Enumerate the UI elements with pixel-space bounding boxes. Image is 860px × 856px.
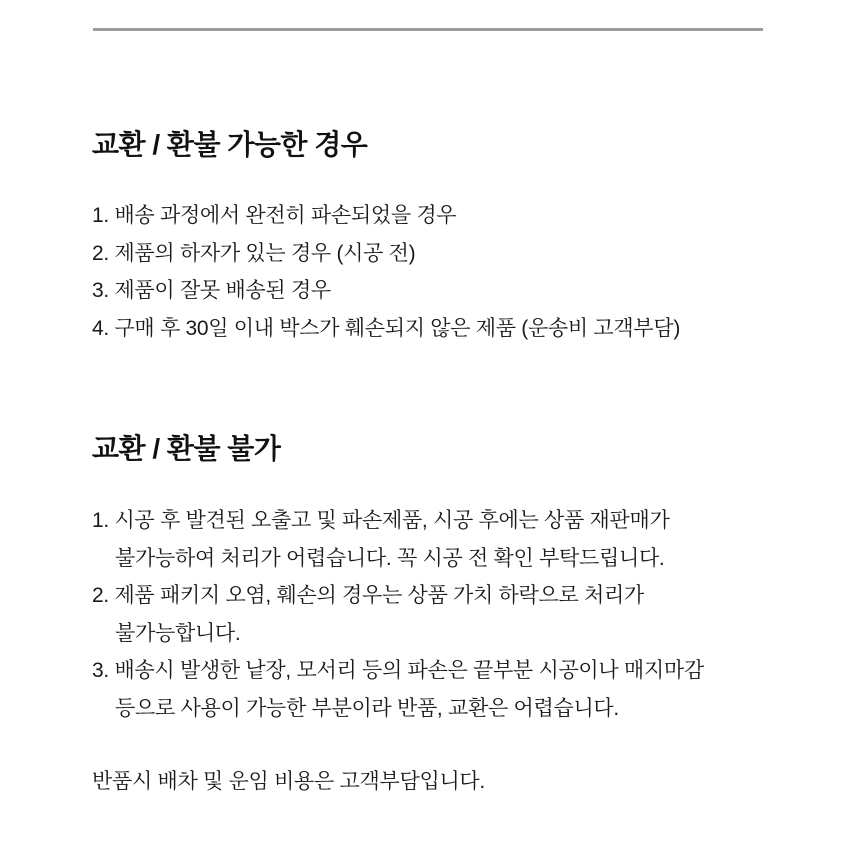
exchange-refund-denied-list xyxy=(92,502,768,727)
policy-content xyxy=(0,127,860,801)
list-item-line-continued: 등으로 사용이 가능한 부분이라 반품, 교환은 어렵습니다. xyxy=(115,696,619,720)
list-item: 3. 제품이 잘못 배송된 경우 xyxy=(92,279,331,302)
list-item xyxy=(92,652,768,727)
section-heading-exchange-refund-allowed: 교환 / 환불 가능한 경우 xyxy=(92,129,368,160)
exchange-refund-allowed-list xyxy=(92,197,768,347)
list-item-line-continued: 불가능합니다. xyxy=(115,621,241,645)
list-item: 1. 배송 과정에서 완전히 파손되었을 경우 xyxy=(92,204,457,227)
list-item xyxy=(92,502,768,577)
list-item: 2. 제품의 하자가 있는 경우 (시공 전) xyxy=(92,241,416,265)
top-divider xyxy=(93,28,763,31)
list-item xyxy=(92,577,768,652)
list-item-line-continued: 불가능하여 처리가 어렵습니다. 꼭 시공 전 확인 부탁드립니다. xyxy=(115,546,665,570)
list-item-line: 1. 시공 후 발견된 오출고 및 파손제품, 시공 후에는 상품 재판매가 xyxy=(92,509,670,532)
list-item-line: 3. 배송시 발생한 낱장, 모서리 등의 파손은 끝부분 시공이나 매지마감 xyxy=(92,659,704,682)
return-cost-note: 반품시 배차 및 운임 비용은 고객부담입니다. xyxy=(92,770,485,793)
list-item-line: 2. 제품 패키지 오염, 훼손의 경우는 상품 가치 하락으로 처리가 xyxy=(92,584,644,607)
section-heading-exchange-refund-denied: 교환 / 환불 불가 xyxy=(92,433,281,464)
list-item: 4. 구매 후 30일 이내 박스가 훼손되지 않은 제품 (운송비 고객부담) xyxy=(92,316,681,340)
